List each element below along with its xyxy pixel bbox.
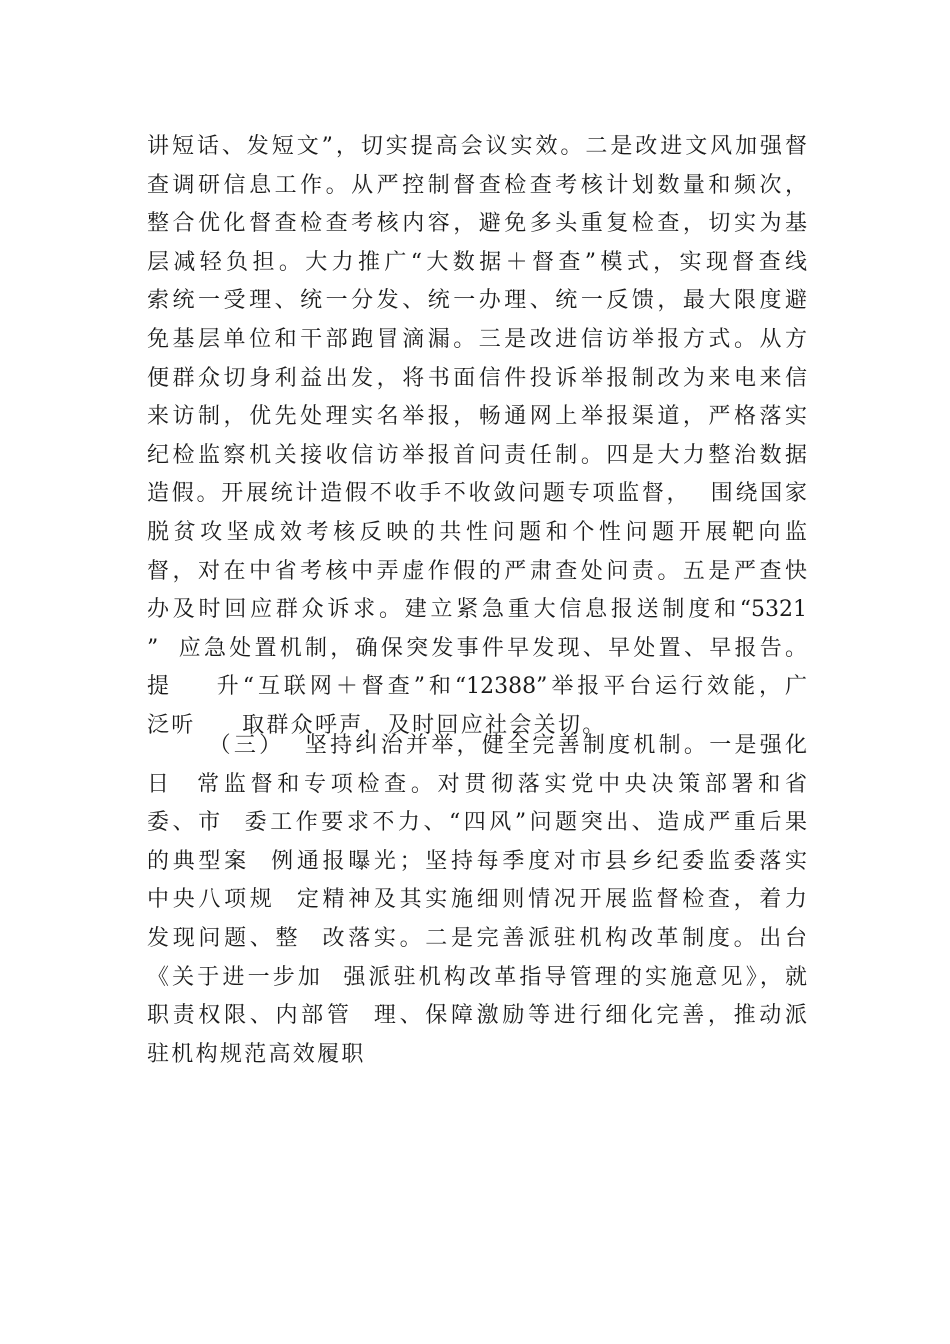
text-line: 层减轻负担。大力推广“大数据＋督查”模式，实现督查线 <box>147 249 807 275</box>
text-line: 委、市 委工作要求不力、“四风”问题突出、造成严重后果 <box>147 810 807 836</box>
text-line: 日 常监督和专项检查。对贯彻落实党中央决策部署和省 <box>147 771 807 797</box>
text-line: 整合优化督查检查考核内容，避免多头重复检查，切实为基 <box>147 211 807 237</box>
text-line: 纪检监察机关接收信访举报首问责任制。四是大力整治数据 <box>147 442 807 468</box>
text-line: （三） 坚持纠治并举，健全完善制度机制。一是强化 <box>147 733 807 758</box>
text-line: 《关于进一步加 强派驻机构改革指导管理的实施意见》，就 <box>147 964 807 990</box>
text-line: 索统一受理、统一分发、统一办理、统一反馈，最大限度避 <box>147 288 807 314</box>
text-line: 职责权限、内部管 理、保障激励等进行细化完善，推动派 <box>147 1003 807 1029</box>
text-line: 来访制，优先处理实名举报，畅通网上举报渠道，严格落实 <box>147 404 807 430</box>
text-line: 督，对在中省考核中弄虚作假的严肃查处问责。五是严查快 <box>147 558 807 584</box>
text-line: 便群众切身利益出发，将书面信件投诉举报制改为来电来信 <box>147 365 807 391</box>
paragraph-1 <box>147 128 807 746</box>
text-line: 讲短话、发短文”，切实提高会议实效。二是改进文风加强督 <box>147 134 807 159</box>
text-line: 中央八项规 定精神及其实施细则情况开展监督检查，着力 <box>147 887 807 913</box>
text-line: 查调研信息工作。从严控制督查检查考核计划数量和频次， <box>147 172 807 198</box>
text-line: 泛听 取群众呼声，及时回应社会关切。 <box>147 712 607 738</box>
text-line: 造假。开展统计造假不收手不收敛问题专项监督， 围绕国家 <box>147 481 807 507</box>
text-line: ” 应急处置机制，确保突发事件早发现、早处置、早报告。 <box>147 635 807 661</box>
text-line: 办及时回应群众诉求。建立紧急重大信息报送制度和“5321 <box>147 597 807 623</box>
text-line: 发现问题、整 改落实。二是完善派驻机构改革制度。出台 <box>147 925 807 951</box>
text-line: 提 升“互联网＋督查”和“12388”举报平台运行效能，广 <box>147 674 807 700</box>
text-line: 的典型案 例通报曝光；坚持每季度对市县乡纪委监委落实 <box>147 848 807 874</box>
text-line: 驻机构规范高效履职 <box>147 1041 366 1067</box>
text-line: 脱贫攻坚成效考核反映的共性问题和个性问题开展靶向监 <box>147 519 807 545</box>
paragraph-2 <box>147 727 807 1074</box>
text-line: 免基层单位和干部跑冒滴漏。三是改进信访举报方式。从方 <box>147 326 807 352</box>
